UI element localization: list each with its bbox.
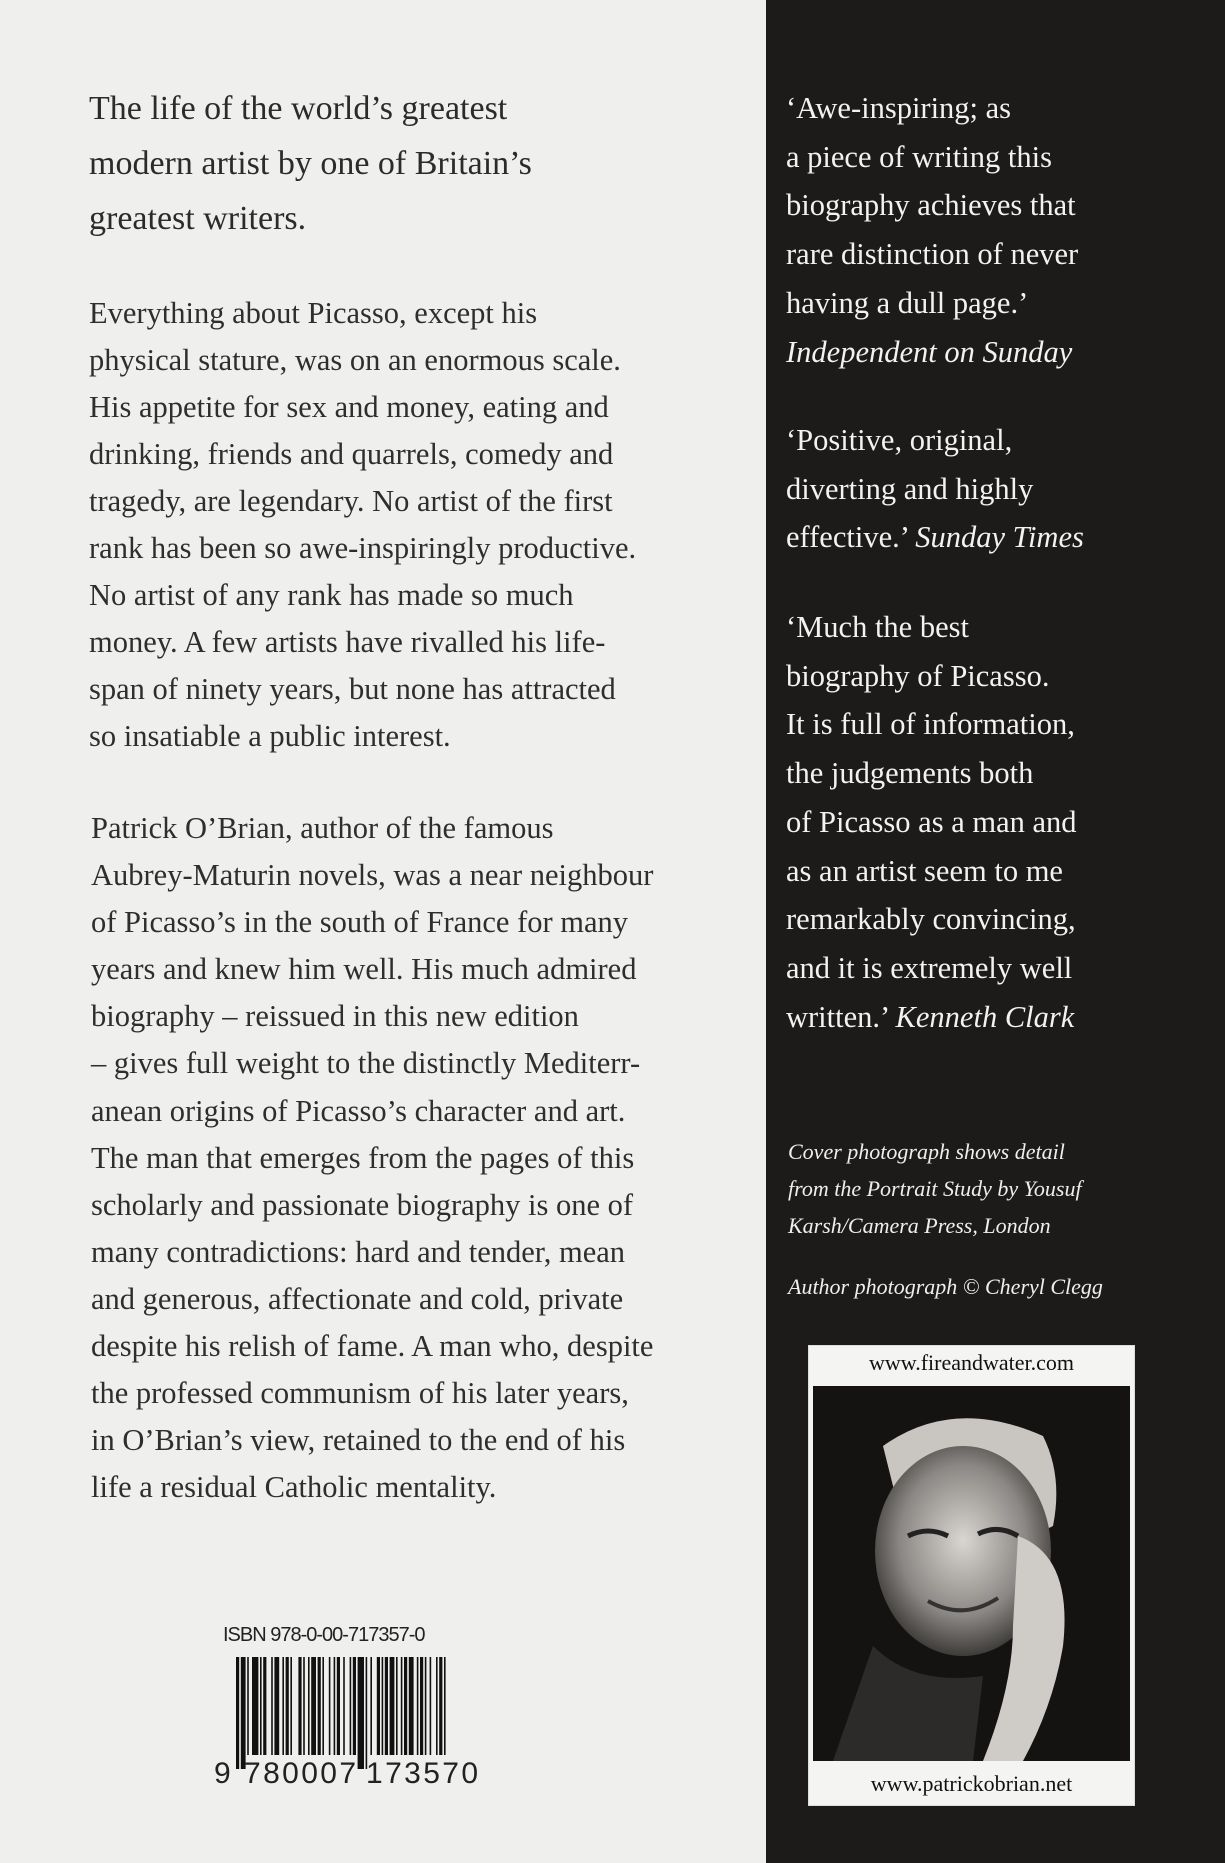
paragraph-line: despite his relish of fame. A man who, despite <box>91 1329 654 1364</box>
barcode-bar <box>382 1657 384 1755</box>
paragraph-line: anean origins of Picasso’s character and art. <box>91 1093 626 1128</box>
barcode-bar <box>430 1657 432 1755</box>
barcode-bar <box>396 1657 398 1755</box>
barcode-bar <box>260 1657 262 1755</box>
barcode-bar <box>308 1657 310 1755</box>
paragraph-line: biography – reissued in this new edition <box>91 999 579 1034</box>
quote-line: as an artist seem to me <box>786 853 1063 888</box>
review-quote-1 <box>786 84 1216 376</box>
barcode-bar <box>409 1657 414 1755</box>
author-photo-box <box>808 1345 1135 1806</box>
author-photo <box>813 1386 1130 1761</box>
cover-photo-credit <box>788 1133 1082 1244</box>
quote-line: biography achieves that <box>786 188 1076 223</box>
barcode-bar <box>334 1657 336 1755</box>
paragraph-line: tragedy, are legendary. No artist of the first <box>89 484 613 518</box>
barcode-digits-left: 780007 <box>244 1757 356 1787</box>
paragraph-line: The man that emerges from the pages of this <box>91 1140 635 1175</box>
isbn-label: ISBN 978-0-00-717357-0 <box>223 1624 425 1646</box>
barcode-bar <box>353 1657 356 1755</box>
paragraph-line: His appetite for sex and money, eating and <box>89 390 609 424</box>
quote-source: Kenneth Clark <box>895 999 1075 1034</box>
quote-text: written.’ <box>786 999 888 1034</box>
barcode-bar <box>263 1657 266 1755</box>
credit-line: Cover photograph shows detail <box>788 1139 1065 1164</box>
paragraph-line: span of ninety years, but none has attracted <box>89 672 616 706</box>
paragraph-line: the professed communism of his later years, <box>91 1376 629 1411</box>
quote-line: ‘Positive, original, <box>786 423 1013 457</box>
paragraph-line: in O’Brian’s view, retained to the end of his <box>91 1423 626 1458</box>
barcode-bar <box>404 1657 407 1755</box>
paragraph-line: money. A few artists have rivalled his life- <box>89 625 606 659</box>
quote-line: of Picasso as a man and <box>786 804 1077 839</box>
author-url: www.patrickobrian.net <box>870 1771 1073 1796</box>
paragraph-line: many contradictions: hard and tender, mean <box>91 1234 626 1269</box>
barcode-bar <box>390 1657 395 1755</box>
barcode-bar <box>329 1657 331 1755</box>
barcode-bar <box>337 1657 340 1755</box>
quote-line: ‘Much the best <box>786 610 969 644</box>
credit-line: Karsh/Camera Press, London <box>788 1213 1051 1238</box>
barcode-bar <box>377 1657 380 1755</box>
paragraph-line: life a residual Catholic mentality. <box>91 1470 497 1505</box>
barcode-bar <box>286 1657 289 1755</box>
barcode-bar <box>343 1657 345 1755</box>
review-quote-2 <box>786 416 1216 562</box>
barcode-digits-right: 173570 <box>366 1757 478 1787</box>
barcode-bar <box>420 1657 423 1755</box>
quote-line: having a dull page.’ <box>786 285 1029 320</box>
barcode-bar <box>298 1657 301 1755</box>
review-quote-3 <box>786 603 1216 1041</box>
paragraph-line: Everything about Picasso, except his <box>89 296 538 330</box>
paragraph-line: so insatiable a public interest. <box>89 719 451 753</box>
quote-line: rare distinction of never <box>786 237 1079 272</box>
blurb-paragraph-2 <box>91 805 653 1511</box>
quote-line: biography of Picasso. <box>786 658 1050 693</box>
barcode-bar <box>322 1657 324 1755</box>
publisher-url: www.fireandwater.com <box>868 1350 1075 1375</box>
author-photo-credit: Author photograph © Cheryl Clegg <box>788 1274 1103 1299</box>
barcode-bar <box>425 1657 427 1755</box>
paragraph-line: drinking, friends and quarrels, comedy and <box>89 437 614 471</box>
barcode-bar <box>282 1657 284 1755</box>
barcode-bar <box>439 1657 442 1755</box>
quote-line: remarkably convincing, <box>786 902 1076 937</box>
headline <box>89 81 532 246</box>
quote-line: the judgements both <box>786 756 1034 791</box>
barcode-bar <box>417 1657 419 1755</box>
headline-line: modern artist by one of Britain’s <box>89 145 532 182</box>
credit-line: from the Portrait Study by Yousuf <box>788 1176 1082 1201</box>
quote-line: a piece of writing this <box>786 139 1052 174</box>
barcode-bar <box>385 1657 388 1755</box>
barcode-bar <box>274 1657 279 1755</box>
blurb-paragraph-1 <box>89 290 636 760</box>
barcode-bar <box>311 1657 316 1755</box>
paragraph-line: rank has been so awe-inspiringly productive. <box>89 531 637 565</box>
quote-line <box>786 993 1216 1042</box>
quote-line: ‘Awe-inspiring; as <box>786 91 1012 125</box>
barcode-bar <box>303 1657 305 1755</box>
paragraph-line: No artist of any rank has made so much <box>89 578 574 612</box>
quote-line <box>786 513 1216 562</box>
barcode-bar <box>366 1657 368 1769</box>
barcode-bar <box>444 1657 446 1755</box>
paragraph-line: Aubrey-Maturin novels, was a near neighbour <box>91 858 654 893</box>
quote-source: Sunday Times <box>915 520 1084 555</box>
barcode-bar <box>318 1657 321 1755</box>
paragraph-line: – gives full weight to the distinctly Mediterr- <box>91 1046 641 1081</box>
quote-line: It is full of information, <box>786 707 1075 742</box>
barcode <box>214 1657 504 1787</box>
barcode-bar <box>436 1657 438 1755</box>
paragraph-line: physical stature, was on an enormous scale. <box>89 343 621 377</box>
paragraph-line: of Picasso’s in the south of France for many <box>91 905 629 940</box>
quote-line: diverting and highly <box>786 471 1034 506</box>
barcode-digit-first: 9 <box>214 1757 231 1787</box>
barcode-bar <box>271 1657 273 1755</box>
paragraph-line: Patrick O’Brian, author of the famous <box>91 811 554 845</box>
quote-source: Independent on Sunday <box>786 334 1073 369</box>
quote-text: effective.’ <box>786 520 908 555</box>
barcode-bar <box>350 1657 352 1755</box>
barcode-bar <box>290 1657 292 1755</box>
barcode-bar <box>252 1657 258 1755</box>
headline-line: The life of the world’s greatest <box>89 90 508 127</box>
barcode-bar <box>370 1657 372 1755</box>
paragraph-line: scholarly and passionate biography is one of <box>91 1187 634 1222</box>
barcode-bar <box>236 1657 239 1769</box>
barcode-bar <box>247 1657 249 1755</box>
quote-line: and it is extremely well <box>786 950 1073 985</box>
headline-line: greatest writers. <box>89 200 307 237</box>
barcode-bar <box>401 1657 403 1755</box>
barcode-bar <box>241 1657 246 1769</box>
paragraph-line: and generous, affectionate and cold, private <box>91 1281 624 1316</box>
paragraph-line: years and knew him well. His much admired <box>91 952 637 987</box>
barcode-bar <box>358 1657 364 1769</box>
